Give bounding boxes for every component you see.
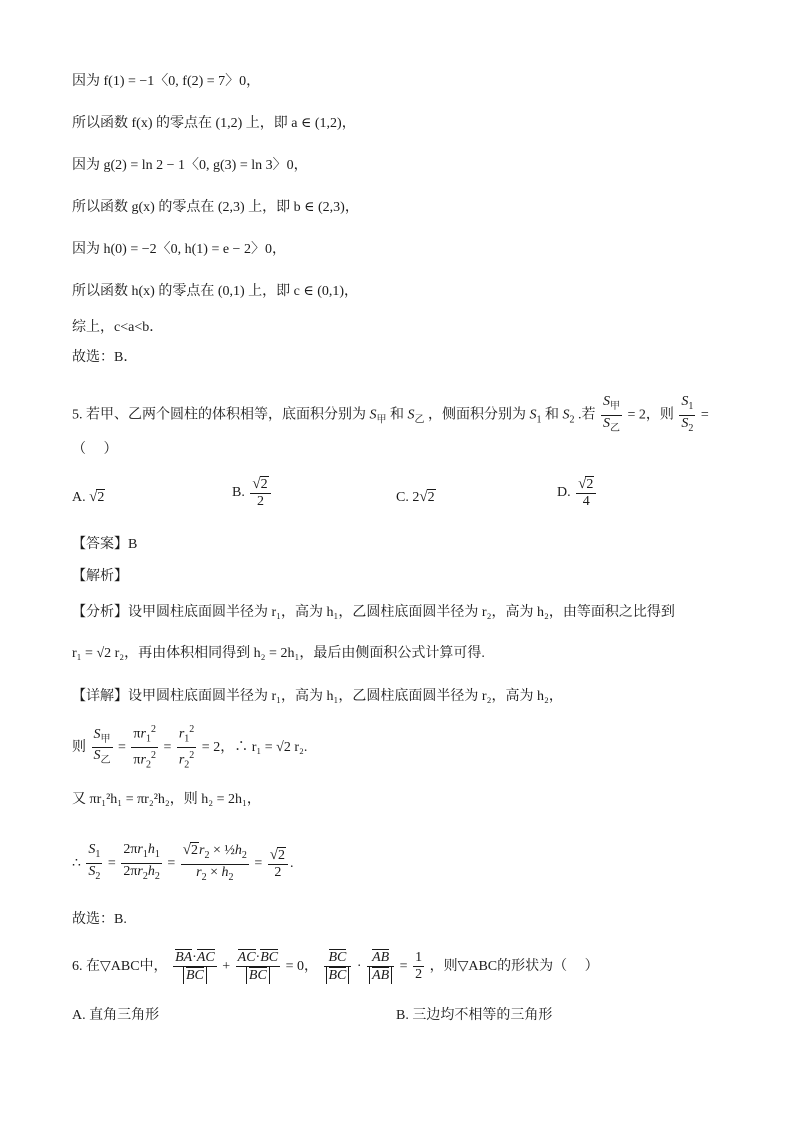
solution-line-1: 因为 f(1) = −1〈0, f(2) = 7〉0， [72, 74, 261, 89]
solution-line-6: 所以函数 h(x) 的零点在 (0,1) 上，即 c ∈ (0,1)， [72, 284, 359, 299]
solution-summary: 综上，c<a<b． [72, 320, 164, 335]
q5-fenxi-2: r₁ = √2 r₂，再由体积相同得到 h₂ = 2h₁，最后由侧面积公式计算可得. [72, 646, 485, 661]
q5-choice-b: B. $\frac{√2}{2}$ [232, 476, 273, 510]
q5-step-volume: 又 πr₁²h₁ = πr₂²h₂，则 h₂ = 2h₁， [72, 792, 261, 807]
q5-answer: 【答案】B [72, 536, 138, 552]
solution-line-4: 所以函数 g(x) 的零点在 (2,3) 上，即 b ∈ (2,3)， [72, 200, 359, 215]
q5-choice-a: A. √2 [72, 489, 105, 505]
q5-choice-d: D. $\frac{√2}{4}$ [557, 476, 598, 510]
q5-stem: 5. 若甲、乙两个圆柱的体积相等，底面积分别为 $S_甲$ 和 $S_乙$ ，侧面积分别为 $S_1$ 和 $S_2$ .若 $\frac{S_甲}{S_乙}$ = 2，则 $\frac{S_1}{S_2}$ = [72, 394, 734, 434]
q5-step-ratio: 则 $\frac{S_甲}{S_乙}$ = $\frac{\pi r_1^2}{\pi r_2^2}$ = $\frac{r_1^2}{r_2^2}$ = 2，∴ r₁ = √2 r₂. [72, 724, 308, 771]
solution-choice: 故选：B． [72, 350, 138, 365]
q5-paren: （ ） [72, 442, 118, 457]
q6-choice-b: B. 三边均不相等的三角形 [396, 1008, 553, 1023]
q5-analysis-tag: 【解析】 [72, 568, 128, 584]
q5-ratio-fraction: $\frac{S_甲}{S_乙}$ [603, 394, 620, 434]
solution-line-3: 因为 g(2) = ln 2 − 1〈0, g(3) = ln 3〉0， [72, 158, 308, 173]
q5-choice-final: 故选：B. [72, 912, 127, 927]
q5-fenxi-1: 【分析】设甲圆柱底面圆半径为 r₁，高为 h₁，乙圆柱底面圆半径为 r₂，高为 h₂，由等面积之比得到 [72, 604, 675, 620]
q5-xiangjie: 【详解】设甲圆柱底面圆半径为 r₁，高为 h₁，乙圆柱底面圆半径为 r₂，高为 h₂， [72, 688, 563, 704]
q5-step-conclusion: ∴ $\frac{S_1}{S_2}$ = $\frac{2\pi r_1h_1}{2\pi r_2h_2}$ = $\frac{√2r_2 \times \frac{1}{2}h_2}{r_2 \times h_2}$ = $\frac{√2}{2}$ . [72, 841, 294, 883]
q6-stem: 6. 在▽ABC中， $\frac{BA\cdot AC}{BC}$ + $\frac{AC\cdot BC}{BC}$ = 0， $\frac{BC}{BC}$ · $\frac{AB}{AB}$ = $\frac{1}{2}$ ，则▽ABC的形状为（ ） [72, 950, 599, 984]
q5-target-fraction: $\frac{S_1}{S_2}$ [681, 394, 694, 434]
solution-line-2: 所以函数 f(x) 的零点在 (1,2) 上，即 a ∈ (1,2)， [72, 116, 356, 131]
q5-choice-c: C. 2√2 [396, 489, 435, 505]
solution-line-5: 因为 h(0) = −2〈0, h(1) = e − 2〉0， [72, 242, 286, 257]
q6-choice-a: A. 直角三角形 [72, 1008, 160, 1023]
